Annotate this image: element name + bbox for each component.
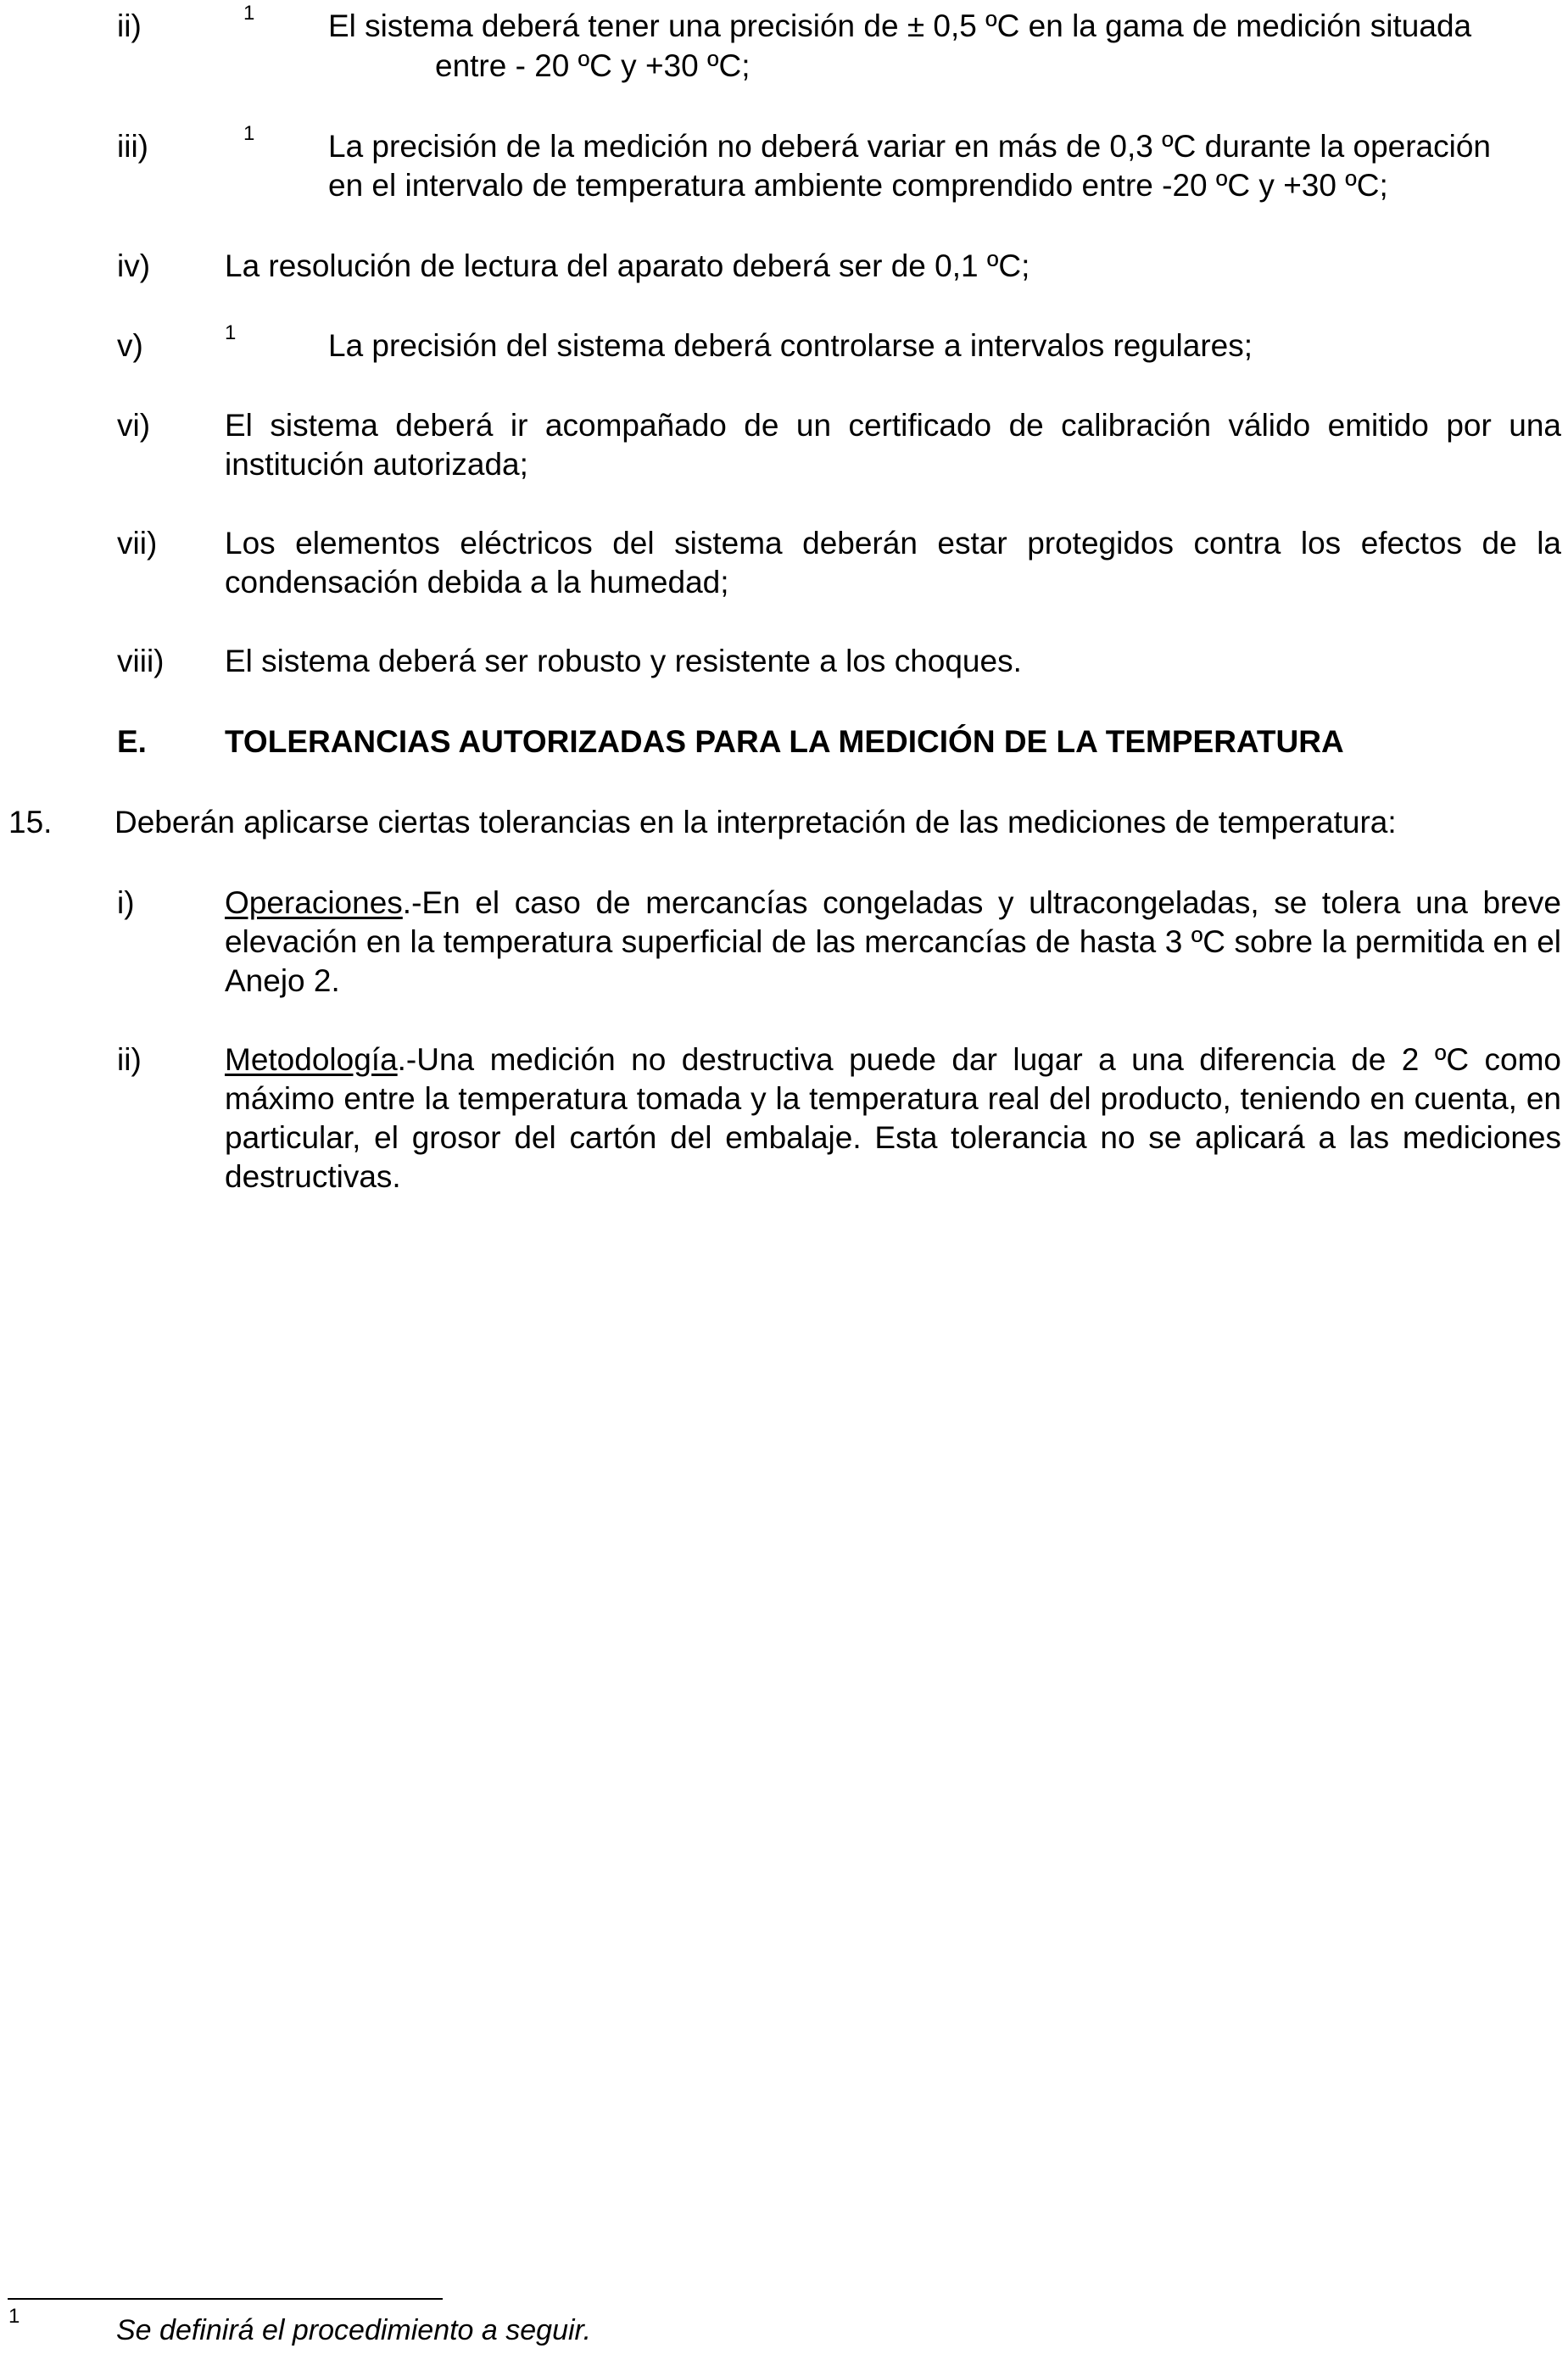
item-text: El sistema deberá ser robusto y resistente a los choques. (225, 644, 1022, 678)
item-text-line: La precisión de la medición no deberá variar en más de 0,3 ºC durante la operación (328, 129, 1492, 164)
item-marker: iv) (117, 248, 151, 283)
item-text: Los elementos eléctricos del sistema deberán estar protegidos contra los efectos de la condensación debida a la humedad; (225, 526, 1561, 600)
paragraph-text: Deberán aplicarse ciertas tolerancias en la interpretación de las mediciones de temperatura: (114, 805, 1397, 840)
subitem-text: .-En el caso de mercancías congeladas y ultracongeladas, se tolera una breve elevación en la temperatura superficial de las mercancías de hasta 3 ºC sobre la permitida en el Anejo 2. (225, 885, 1561, 998)
paragraph-number: 15. (8, 805, 53, 840)
footnote-text: Se definirá el procedimiento a seguir. (116, 2314, 592, 2346)
item-text-line: entre - 20 ºC y +30 ºC; (435, 48, 751, 83)
footnote-number: 1 (8, 2305, 20, 2328)
subitem-paragraph (225, 884, 1561, 1001)
footnote-reference: 1 (225, 321, 237, 344)
section-title: TOLERANCIAS AUTORIZADAS PARA LA MEDICIÓN DE LA TEMPERATURA (225, 724, 1344, 759)
subitem-title: Operaciones (225, 885, 403, 920)
subitem-marker: i) (117, 885, 135, 920)
item-marker: v) (117, 328, 143, 363)
subitem-text: .-Una medición no destructiva puede dar lugar a una diferencia de 2 ºC como máximo entre la temperatura tomada y la temperatura real del producto, teniendo en cuenta, en particular, el grosor del cartón del embalaje. Esta tolerancia no se aplicará a las mediciones destructivas. (225, 1042, 1561, 1194)
subitem-marker: ii) (117, 1042, 142, 1077)
footnote-reference: 1 (243, 122, 255, 145)
item-marker: vi) (117, 408, 151, 443)
item-marker: vii) (117, 526, 158, 561)
item-text-line: en el intervalo de temperatura ambiente comprendido entre -20 ºC y +30 ºC; (328, 168, 1388, 203)
item-text: La precisión del sistema deberá controlarse a intervalos regulares; (328, 328, 1253, 363)
item-text: El sistema deberá ir acompañado de un certificado de calibración válido emitido por una institución autorizada; (225, 408, 1561, 482)
subitem-title: Metodología (225, 1042, 398, 1077)
item-text: La resolución de lectura del aparato deberá ser de 0,1 ºC; (225, 248, 1030, 283)
item-marker: viii) (117, 644, 165, 678)
item-marker: iii) (117, 129, 148, 164)
footnote-separator (8, 2298, 443, 2300)
section-letter: E. (117, 724, 147, 759)
item-marker: ii) (117, 8, 142, 43)
item-text-line: El sistema deberá tener una precisión de ± 0,5 ºC en la gama de medición situada (328, 8, 1472, 43)
subitem-paragraph (225, 1040, 1561, 1197)
footnote-reference: 1 (243, 2, 255, 25)
